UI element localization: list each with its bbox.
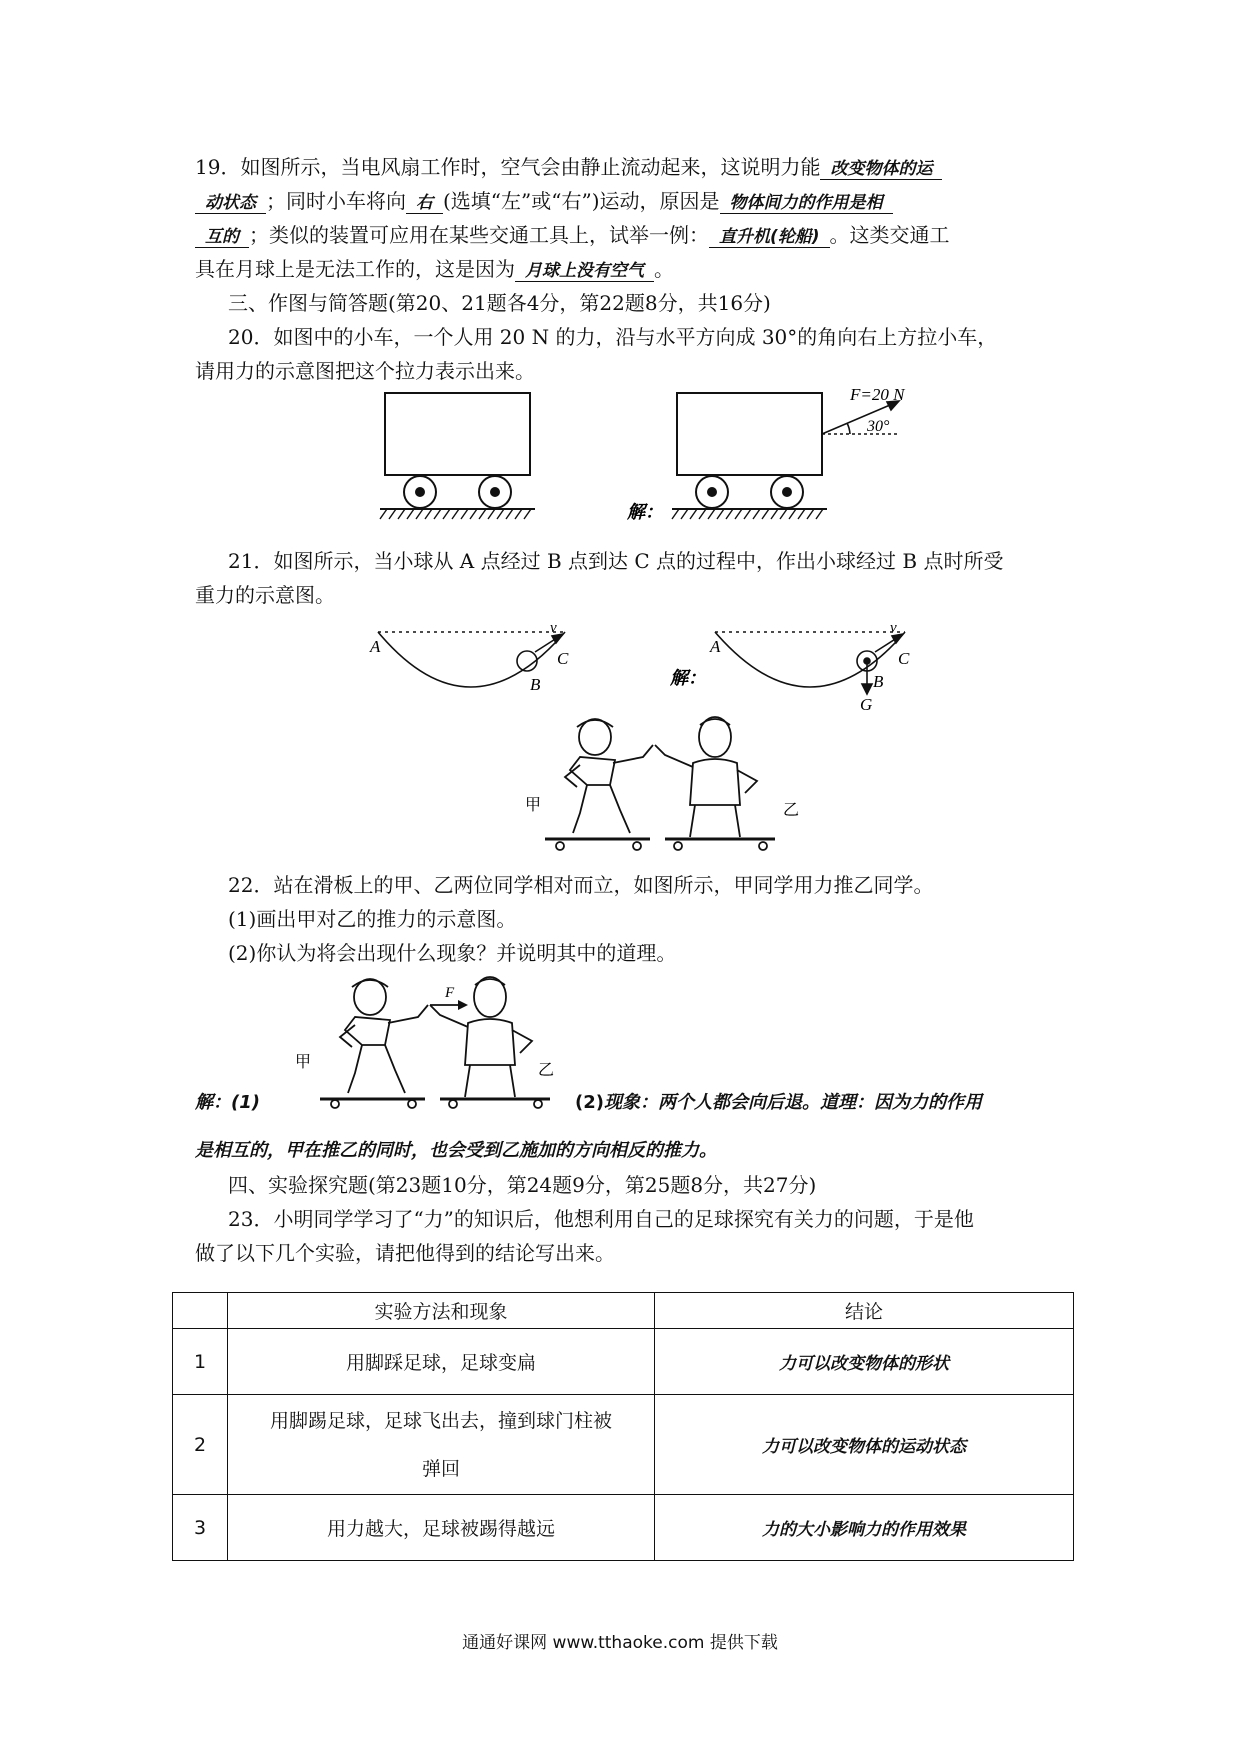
hatch-mark — [744, 509, 751, 519]
table-cell-conclusion: 力可以改变物体的形状 — [655, 1329, 1074, 1395]
hatch-mark — [515, 509, 522, 519]
hatch-mark — [470, 509, 477, 519]
q19-text: ；同时小车将向 — [266, 189, 406, 213]
hatch-mark — [726, 509, 733, 519]
gravity-label: G — [860, 695, 873, 714]
skater-left-label: 甲 — [295, 1052, 312, 1071]
hatch-mark — [479, 509, 486, 519]
table-row — [173, 1395, 1074, 1495]
table-header-cell: 实验方法和现象 — [228, 1293, 655, 1329]
hatch-mark — [416, 509, 423, 519]
q19-text: 19．如图所示，当电风扇工作时，空气会由静止流动起来，这说明力能 — [195, 155, 821, 179]
q21-solution-label: 解： — [670, 668, 706, 688]
velocity-label: v — [890, 620, 897, 636]
hatch-mark — [798, 509, 805, 519]
cart-left — [380, 393, 535, 509]
q19-text: 。 — [654, 257, 674, 281]
table-cell-number: 2 — [173, 1395, 228, 1495]
q20-line-2: 请用力的示意图把这个拉力表示出来。 — [195, 359, 535, 383]
q19-text: ；类似的装置可应用在某些交通工具上，试举一例： — [249, 223, 709, 247]
push-force-label: F — [445, 985, 455, 1001]
hatch-mark — [762, 509, 769, 519]
q22-solution-line-2: 是相互的，甲在推乙的同时，也会受到乙施加的方向相反的推力。 — [195, 1140, 717, 1161]
hatch-mark — [524, 509, 531, 519]
hatch-mark — [816, 509, 823, 519]
q19-line-1 — [195, 150, 942, 186]
ball-track-figure — [360, 612, 940, 712]
hatch-mark — [771, 509, 778, 519]
point-a-label: A — [370, 637, 381, 656]
table-row — [173, 1495, 1074, 1561]
point-b-label: B — [873, 672, 884, 691]
force-label: F=20 N — [850, 385, 905, 404]
q20-solution-label: 解： — [627, 502, 663, 522]
table-cell-number: 3 — [173, 1495, 228, 1561]
q19-answer-1: 改变物体的运 — [820, 159, 942, 180]
point-c-label: C — [557, 649, 569, 668]
q19-line-4 — [195, 252, 674, 288]
hatch-mark — [407, 509, 414, 519]
q19-answer-2: 右 — [406, 193, 443, 214]
hatch-mark — [425, 509, 432, 519]
experiment-table — [172, 1292, 1074, 1561]
q21-line-2: 重力的示意图。 — [195, 583, 335, 607]
hatch-mark — [488, 509, 495, 519]
hatch-mark — [780, 509, 787, 519]
table-row — [173, 1329, 1074, 1395]
skater-left-label: 甲 — [525, 795, 542, 814]
q22-line-1: 22．站在滑板上的甲、乙两位同学相对而立，如图所示，甲同学用力推乙同学。 — [228, 873, 934, 897]
q23-line-1: 23．小明同学学习了“力”的知识后，他想利用自己的足球探究有关力的问题，于是他 — [228, 1207, 974, 1231]
skater-left — [545, 719, 653, 850]
page-footer: 通通好课网 www.tthaoke.com 提供下载 — [462, 1633, 778, 1653]
hatch-mark — [717, 509, 724, 519]
q19-answer-5: 月球上没有空气 — [515, 261, 654, 282]
skaters-figure-1 — [525, 715, 800, 850]
cart-right — [672, 393, 827, 509]
hatch-mark — [672, 509, 679, 519]
velocity-label: v — [550, 620, 557, 636]
hatch-mark — [735, 509, 742, 519]
hatch-mark — [389, 509, 396, 519]
table-cell-method: 用脚踩足球，足球变扁 — [228, 1329, 655, 1395]
table-header-cell — [173, 1293, 228, 1329]
q19-answer-1-cont: 动状态 — [195, 193, 266, 214]
q22-solution-part2-text: 现象：两个人都会向后退。道理：因为力的作用 — [603, 1092, 982, 1113]
hatch-mark — [708, 509, 715, 519]
q23-line-2: 做了以下几个实验，请把他得到的结论写出来。 — [195, 1241, 615, 1265]
gravity-arrow — [862, 684, 872, 694]
skater-right-label: 乙 — [538, 1060, 555, 1079]
hatch-mark — [452, 509, 459, 519]
q19-answer-3-cont: 互的 — [195, 227, 249, 248]
hatch-mark — [789, 509, 796, 519]
skater-right — [655, 717, 775, 850]
point-a-label: A — [710, 637, 721, 656]
hatch-mark — [380, 509, 387, 519]
hatch-mark — [461, 509, 468, 519]
q19-line-3 — [195, 218, 950, 254]
point-b-label: B — [530, 675, 541, 694]
skaters-figure-2 — [295, 975, 570, 1105]
ground-hatch-right — [672, 509, 823, 519]
q19-text: (选填“左”或“右”)运动，原因是 — [443, 189, 720, 213]
hatch-mark — [807, 509, 814, 519]
hatch-mark — [681, 509, 688, 519]
hatch-mark — [398, 509, 405, 519]
hatch-mark — [497, 509, 504, 519]
hatch-mark — [690, 509, 697, 519]
table-header-row — [173, 1293, 1074, 1329]
q22-line-2: (1)画出甲对乙的推力的示意图。 — [228, 907, 517, 931]
hatch-mark — [753, 509, 760, 519]
angle-label: 30° — [867, 418, 890, 435]
table-cell-method: 用力越大，足球被踢得越远 — [228, 1495, 655, 1561]
q22-solution-part2-label: (2) — [575, 1092, 604, 1113]
table-cell-method-line: 弹回 — [421, 1457, 460, 1480]
hatch-mark — [443, 509, 450, 519]
q19-text: 。这类交通工 — [829, 223, 950, 247]
q22-solution-part2 — [575, 1088, 982, 1114]
table-header-cell: 结论 — [655, 1293, 1074, 1329]
skater-right-label: 乙 — [783, 800, 800, 819]
q20-line-1: 20．如图中的小车，一个人用 20 N 的力，沿与水平方向成 30°的角向右上方拉小车， — [228, 325, 998, 349]
point-c-label: C — [898, 649, 910, 668]
table-cell-method — [228, 1395, 655, 1495]
q19-line-2 — [195, 184, 893, 220]
hatch-mark — [506, 509, 513, 519]
q22-line-3: (2)你认为将会出现什么现象？并说明其中的道理。 — [228, 941, 677, 965]
q19-answer-3: 物体间力的作用是相 — [720, 193, 893, 214]
table-cell-number: 1 — [173, 1329, 228, 1395]
q19-text: 具在月球上是无法工作的，这是因为 — [195, 257, 515, 281]
table-cell-method-line: 用脚踢足球，足球飞出去，撞到球门柱被 — [269, 1409, 612, 1432]
cart-figure — [375, 385, 925, 523]
q19-answer-4: 直升机(轮船) — [709, 227, 830, 248]
section-3-heading: 三、作图与简答题(第20、21题各4分，第22题8分，共16分) — [228, 291, 771, 315]
table-cell-conclusion: 力可以改变物体的运动状态 — [655, 1395, 1074, 1495]
hatch-mark — [434, 509, 441, 519]
hatch-mark — [699, 509, 706, 519]
q21-line-1: 21．如图所示，当小球从 A 点经过 B 点到达 C 点的过程中，作出小球经过 B 点时所受 — [228, 549, 1004, 573]
q22-solution-label: 解：(1) — [195, 1092, 260, 1113]
ground-hatch-left — [380, 509, 531, 519]
table-cell-conclusion: 力的大小影响力的作用效果 — [655, 1495, 1074, 1561]
section-4-heading: 四、实验探究题(第23题10分，第24题9分，第25题8分，共27分) — [228, 1173, 817, 1197]
